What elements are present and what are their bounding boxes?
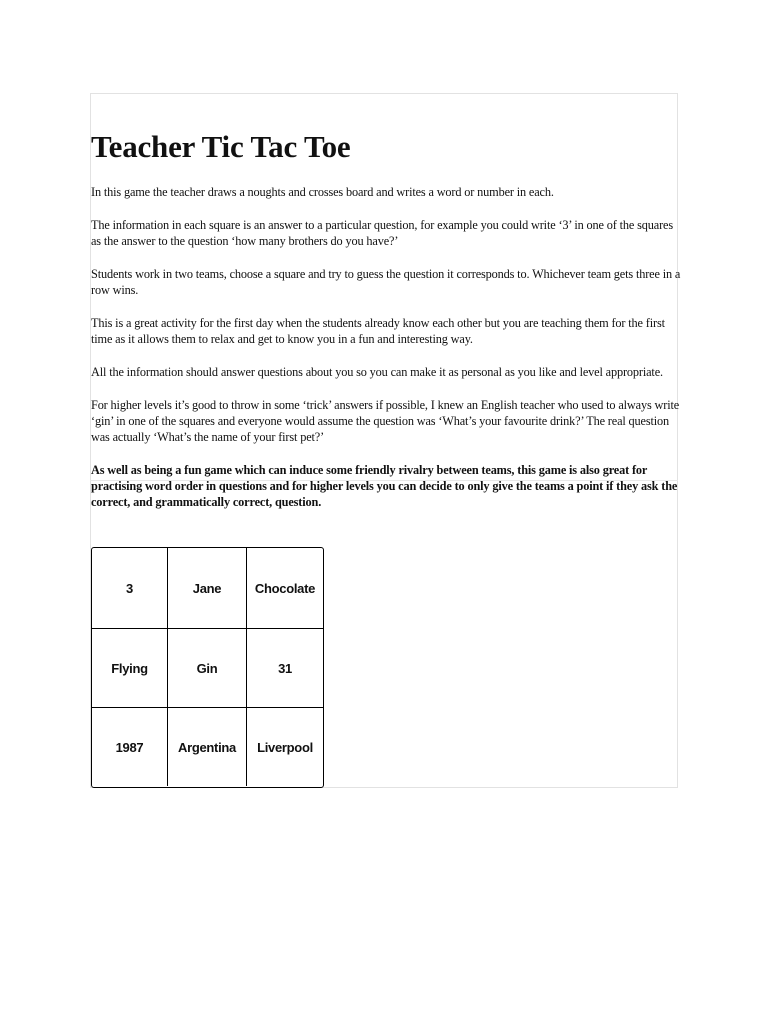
- board-cell: 31: [247, 629, 323, 708]
- paragraph-squares: The information in each square is an answer to a particular question, for example you could write ‘3’ in one of the squares as the answer to the question ‘how many brothers do you have?’: [91, 218, 673, 248]
- paragraph-teams: Students work in two teams, choose a square and try to guess the question it corresponds to. Whichever team gets three in a row wins.: [91, 267, 681, 297]
- board-cell: 3: [92, 548, 168, 629]
- tic-tac-toe-board: [91, 547, 324, 788]
- board-cell: Jane: [168, 548, 247, 629]
- board-cell: Argentina: [168, 708, 247, 786]
- board-cell: Flying: [92, 629, 168, 708]
- page-title: Teacher Tic Tac Toe: [91, 129, 351, 164]
- board-cell: Liverpool: [257, 739, 313, 755]
- paragraph-intro: In this game the teacher draws a noughts and crosses board and writes a word or number in each.: [91, 185, 554, 199]
- board-cell: 1987: [92, 708, 168, 786]
- board-cell: Gin: [168, 629, 247, 708]
- paragraph-first-day: This is a great activity for the first day when the students already know each other but you are teaching them for the first time as it allows them to relax and get to know you in a fun and interesting way.: [91, 316, 665, 346]
- board-cell: Chocolate: [247, 548, 323, 629]
- paragraph-bold-tip: As well as being a fun game which can induce some friendly rivalry between teams, this game is also great for practising word order in questions and for higher levels you can decide to only give the teams a point if they ask the correct, and grammatically correct, question.: [91, 463, 678, 509]
- paragraph-trick-answers: For higher levels it’s good to throw in some ‘trick’ answers if possible, I knew an English teacher who used to always write ‘gin’ in one of the squares and everyone would assume the question was ‘What’s your favourite drink?’ The real question was actually ‘What’s the name of your first pet?’: [91, 398, 680, 444]
- document-body: [91, 128, 681, 510]
- paragraph-personal: All the information should answer questions about you so you can make it as personal as you like and level appropriate.: [91, 365, 663, 379]
